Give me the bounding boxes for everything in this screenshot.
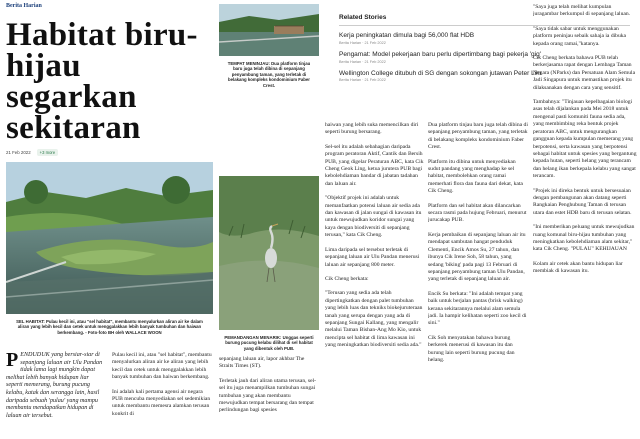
article-column-2	[219, 0, 319, 439]
paragraph: Sel-sel itu adalah sebahagian daripada program peratoran Aktif, Cantik dan Bersih PUB, yang digelar Peraturan ABC, kata Cik Cheng Geok Ling, ketua jurutera PUB bagi kebolehdiaman bandar di jabatan tadahan dan laluan air.	[325, 143, 424, 187]
paragraph: "Objektif projek ini adalah untuk memanfaatkan potensi laluan air sedia ada dan kawasan di jalan sungai di kawasan itu untuk mewujudkan koridor sungai yang kaya dengan biodiversiti di sepanjang terusan," kata Cik Cheng.	[325, 195, 422, 239]
related-story-meta: Berita Harian · 21 Feb 2022	[339, 59, 386, 64]
article-column-1b	[112, 352, 212, 425]
top-photo[interactable]	[219, 4, 319, 56]
main-photo[interactable]	[6, 162, 213, 314]
article-meta	[0, 144, 214, 161]
related-story-title[interactable]: Pengamat: Model pekerjaan baru perlu dipertimbang bagi pekerja 'gig'	[339, 50, 541, 58]
paragraph: Terletak jauh dari aliran utama terusan, sel-sel itu juga menampilkan tumbuhan sungai tumbuhan yang akan membantu mewujudkan tempat bersarang dan tempat perlindungan bagi spesies	[219, 377, 316, 414]
paragraph: Kerja pembaikan di sepanjang laluan air itu mendapat sambutan hangat penduduk Clementi, Encik Amos Su, 27 tahun, dan ibunya Cik Irene Soh, 58 tahun, yang sedang 'biking' pada pagi 13 Februari di sepanjang penyambung taman Ulu Pandan, yang terletak di sepanjang laluan air.	[428, 231, 526, 283]
publication-masthead[interactable]: Berita Harian	[6, 3, 42, 9]
top-photo-caption: TEMPAT MENINJAU: Dua platform tinjau baru juga telah dibina di sepanjang penyambung taman, yang terletak di belakang kompleks kondominium Faber Crest.	[227, 61, 311, 88]
article-column-4	[428, 122, 528, 439]
heron-photo-caption: PEMANDANGAN MENARIK: Unggas seperti burung pucung kelabu dilihat di sel habitat yang dibentuk oleh PUB.	[224, 335, 314, 351]
more-tags-badge[interactable]: +3 more	[37, 149, 58, 156]
highlighted-paragraph: "Terusan yang sedia ada telah dipertingkatkan dengan palet tumbuhan yang lebih luas dan tekniks biokejuruteraan tanah yang serupa dengan yang ada di sepanjang Sungai Kallang, yang mengalir melalui Taman Bishan-Ang Mo Kio, untuk mencipta sel habitat di lima kawasan ini yang meningkatkan biodiversiti sedia ada."	[325, 290, 423, 349]
paragraph: Cik Cheng berkata:	[325, 275, 369, 282]
paragraph: "Projek ini direka bentuk untuk bersesuaian dengan pembangunan akan datang seperti Rangkaian Penghubung Taman di terusan utara dan estet HDB baru di terusan selatan.	[533, 187, 632, 216]
related-story-title[interactable]: Kerja peningkatan dimula bagi 56,000 flat HDB	[339, 32, 475, 39]
article-headline: Habitat biru-hijau segarkan sekitaran	[6, 17, 198, 146]
paragraph: Ini adalah kali pertama agensi air negara PUB mencuba menyediakan sel sedemikian untuk membantu memesra alamkan terusan konkrit di	[112, 388, 211, 417]
heron-photo[interactable]	[219, 176, 319, 330]
canal-habitat-image	[6, 162, 213, 314]
article-column-5	[533, 4, 637, 439]
related-stories-heading: Related Stories	[339, 14, 630, 26]
paragraph: "Saya juga telah melihat kumpulan juragambar berkumpul di sepanjang laluan.	[533, 4, 631, 18]
article-intro	[6, 349, 106, 420]
grey-heron-image	[219, 176, 319, 330]
paragraph: Platform itu dibina untuk menyediakan sudut pandang yang menghadap ke sel habitat, membolehkan orang ramai memerhati flora dan fauna dari dekat, kata Cik Cheng.	[428, 158, 523, 195]
main-photo-caption: SEL HABITAT: Pulau kecil ini, atau "sel habitat", membantu menyalurkan aliran air ke dalam aliran yang lebih kecil dan cetek untuk menggalakkan lebih banyak tumbuhan dan haiwan berkembang. - Foto-foto BH oleh WALLACE WOON	[16, 319, 203, 335]
paragraph: haiwan yang lebih suka memencilkan diri seperti burung bersarang.	[325, 122, 419, 136]
related-story-meta: Berita Harian · 21 Feb 2022	[339, 78, 386, 83]
related-story-meta: Berita Harian · 21 Feb 2022	[339, 40, 386, 45]
paragraph: Kolam air cetek akan bantu hidupan liar membiak di kawasan itu.	[533, 260, 623, 275]
paragraph: Cik Soh menyatakan bahawa burung berkerek menerusi di kawasan itu dan burung lain seperti burung pucung dan helang.	[428, 334, 515, 363]
paragraph: Pulau kecil ini, atau "sel habitat", membantu menyalurkan aliran air ke aliran yang lebih kecil dan cetek untuk menggalakkan lebih banyak tumbuhan dan haiwan berkembang.	[112, 352, 212, 381]
related-story-title[interactable]: Wellington College ditubuh di SG dengan sokongan jutawan Peter Lim	[339, 69, 542, 77]
paragraph: "Ini memberikan peluang untuk mewujudkan ruang komunal biru-hijau tumbuhan yang meningkatkan kebolehdiaman alam sekitar," kata Cik Cheng. "PULAU" KEHIJAUAN	[533, 224, 635, 253]
article-column-2-text	[219, 356, 319, 422]
paragraph: Cik Cheng berkata bahawa PUB telah berkerjasama rapat dengan Lembaga Taman Negara (NParks) dan Persatuan Alam Semula Jadi Singapura untuk memastikan projek itu dilaksanakan dengan cara yang sensitif.	[533, 55, 636, 91]
intro-text: ENDUDUK yang bersiar-siar di sepanjang laluan air Ulu Pandan tidak lama lagi mungkin dapat melihat lebih banyak hidupan liar seperti memerang, burung pucung kelabu, katak dan serangga lain, hasil daripada sebuah 'pulau' yang mampu membantu mendapatkan hidupan di laluan air tersebut.	[6, 352, 103, 419]
article-column-1	[0, 0, 214, 439]
viewing-platform-image	[219, 4, 319, 56]
paragraph: sepanjang laluan air, lapor akhbar The Straits Times (ST).	[219, 356, 305, 370]
paragraph: Lima daripada sel tersebut terletak di sepanjang laluan air Ulu Pandan menerusi laluan air sepanjang 800 meter.	[325, 246, 420, 268]
paragraph: "Saya tidak sabar untuk menggunakan platform peninjau sebaik sahaja ia dibuka kepada orang ramai,"katanya.	[533, 25, 627, 47]
paragraph: Platform dan sel habitat akan dilancarkan secara rasmi pada hujung Februari, menurut jurucakap PUB.	[428, 202, 527, 224]
paragraph: Tambahnya: "Tinjauan kepelbagaian biologi asas telah dijalankan pada Mei 2018 untuk mengenal pasti komuniti fauna sedia ada, yang membimbing reka bentuk projek peratoran ABC, untuk mengurangkan gangguan kepada kumpulan memerang yang berpotensi, serta kawasan yang berpotensi sebagai habitat untuk spesies yang bergantung kepada hutan, seperti helang yang terancam dan helang ikan berkepala kelabu yang sangat terancam.	[533, 99, 637, 180]
dropcap-letter: P	[6, 349, 19, 371]
article-date: 21 Feb 2022	[6, 150, 31, 155]
article-column-3	[325, 122, 425, 439]
paragraph: Dua platform tinjau baru juga telah dibina di sepanjang penyambung taman, yang terletak di belakang kompleks kondominium Faber Crest.	[428, 122, 528, 151]
paragraph: Encik Su berkata: "Ini adalah tempat yang baik untuk berjalan pantas (brisk walking) kerana sekitarannya melalui alam semula jadi. Ia hampir kelihatan seperti zoo kecil di sini."	[428, 290, 527, 327]
